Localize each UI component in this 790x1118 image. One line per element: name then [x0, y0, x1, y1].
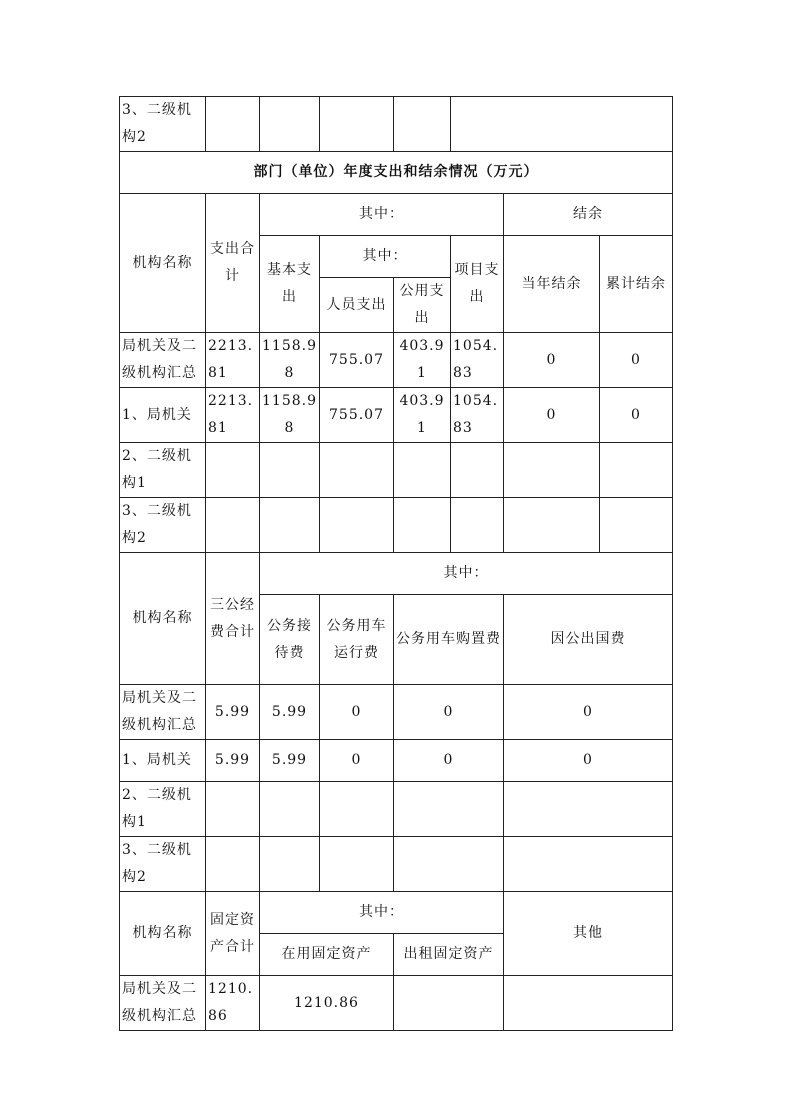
header-org-name: 机构名称 — [120, 892, 206, 976]
org-name-cell: 3、二级机构2 — [120, 498, 206, 553]
org-name-cell: 局机关及二级机构汇总 — [120, 685, 206, 740]
header-row — [120, 194, 673, 236]
header-among: 其中： — [260, 553, 673, 595]
header-fixed-assets-total: 固定资产合计 — [206, 892, 260, 976]
header-basic-expense: 基本支出 — [260, 236, 320, 333]
header-row — [120, 892, 673, 934]
table-row — [120, 837, 673, 892]
table-row — [120, 782, 673, 837]
table-row: 局机关及二级机构汇总 5.99 5.99 0 0 0 — [120, 685, 673, 740]
header-reception-fee: 公务接待费 — [260, 595, 320, 685]
header-row — [120, 553, 673, 595]
table-row: 1、局机关 2213.81 1158.98 755.07 403.91 1054.83 0 0 — [120, 388, 673, 443]
header-among-sub: 其中： — [320, 236, 451, 278]
table-row: 局机关及二级机构汇总 1210.86 1210.86 — [120, 976, 673, 1031]
header-rented-assets: 出租固定资产 — [394, 934, 504, 976]
header-abroad-fee: 因公出国费 — [504, 595, 673, 685]
header-among: 其中： — [260, 892, 504, 934]
org-name-cell: 3、二级机构2 — [120, 97, 206, 152]
header-vehicle-running-fee: 公务用车运行费 — [320, 595, 394, 685]
section-title-row — [120, 152, 673, 194]
header-vehicle-purchase-fee: 公务用车购置费 — [394, 595, 504, 685]
org-name-cell: 局机关及二级机构汇总 — [120, 976, 206, 1031]
table-row — [120, 498, 673, 553]
section-title: 部门（单位）年度支出和结余情况（万元） — [120, 152, 673, 194]
header-cumulative-balance: 累计结余 — [600, 236, 673, 333]
header-balance: 结余 — [504, 194, 673, 236]
table-row — [120, 443, 673, 498]
org-name-cell: 1、局机关 — [120, 740, 206, 782]
header-total-expense: 支出合计 — [206, 194, 260, 333]
org-name-cell: 2、二级机构1 — [120, 443, 206, 498]
header-three-public-total: 三公经费合计 — [206, 553, 260, 685]
org-name-cell: 3、二级机构2 — [120, 837, 206, 892]
budget-table — [119, 96, 673, 1031]
header-project-expense: 项目支出 — [451, 236, 504, 333]
table-row: 局机关及二级机构汇总 2213.81 1158.98 755.07 403.91 1054.83 0 0 — [120, 333, 673, 388]
org-name-cell: 2、二级机构1 — [120, 782, 206, 837]
header-other: 其他 — [504, 892, 673, 976]
header-among: 其中： — [260, 194, 504, 236]
header-in-use-assets: 在用固定资产 — [260, 934, 394, 976]
header-public-expense: 公用支出 — [394, 278, 451, 333]
org-name-cell: 局机关及二级机构汇总 — [120, 333, 206, 388]
table-row — [120, 97, 673, 152]
org-name-cell: 1、局机关 — [120, 388, 206, 443]
header-year-balance: 当年结余 — [504, 236, 600, 333]
header-staff-expense: 人员支出 — [320, 278, 394, 333]
header-org-name: 机构名称 — [120, 194, 206, 333]
table-row: 1、局机关 5.99 5.99 0 0 0 — [120, 740, 673, 782]
header-org-name: 机构名称 — [120, 553, 206, 685]
